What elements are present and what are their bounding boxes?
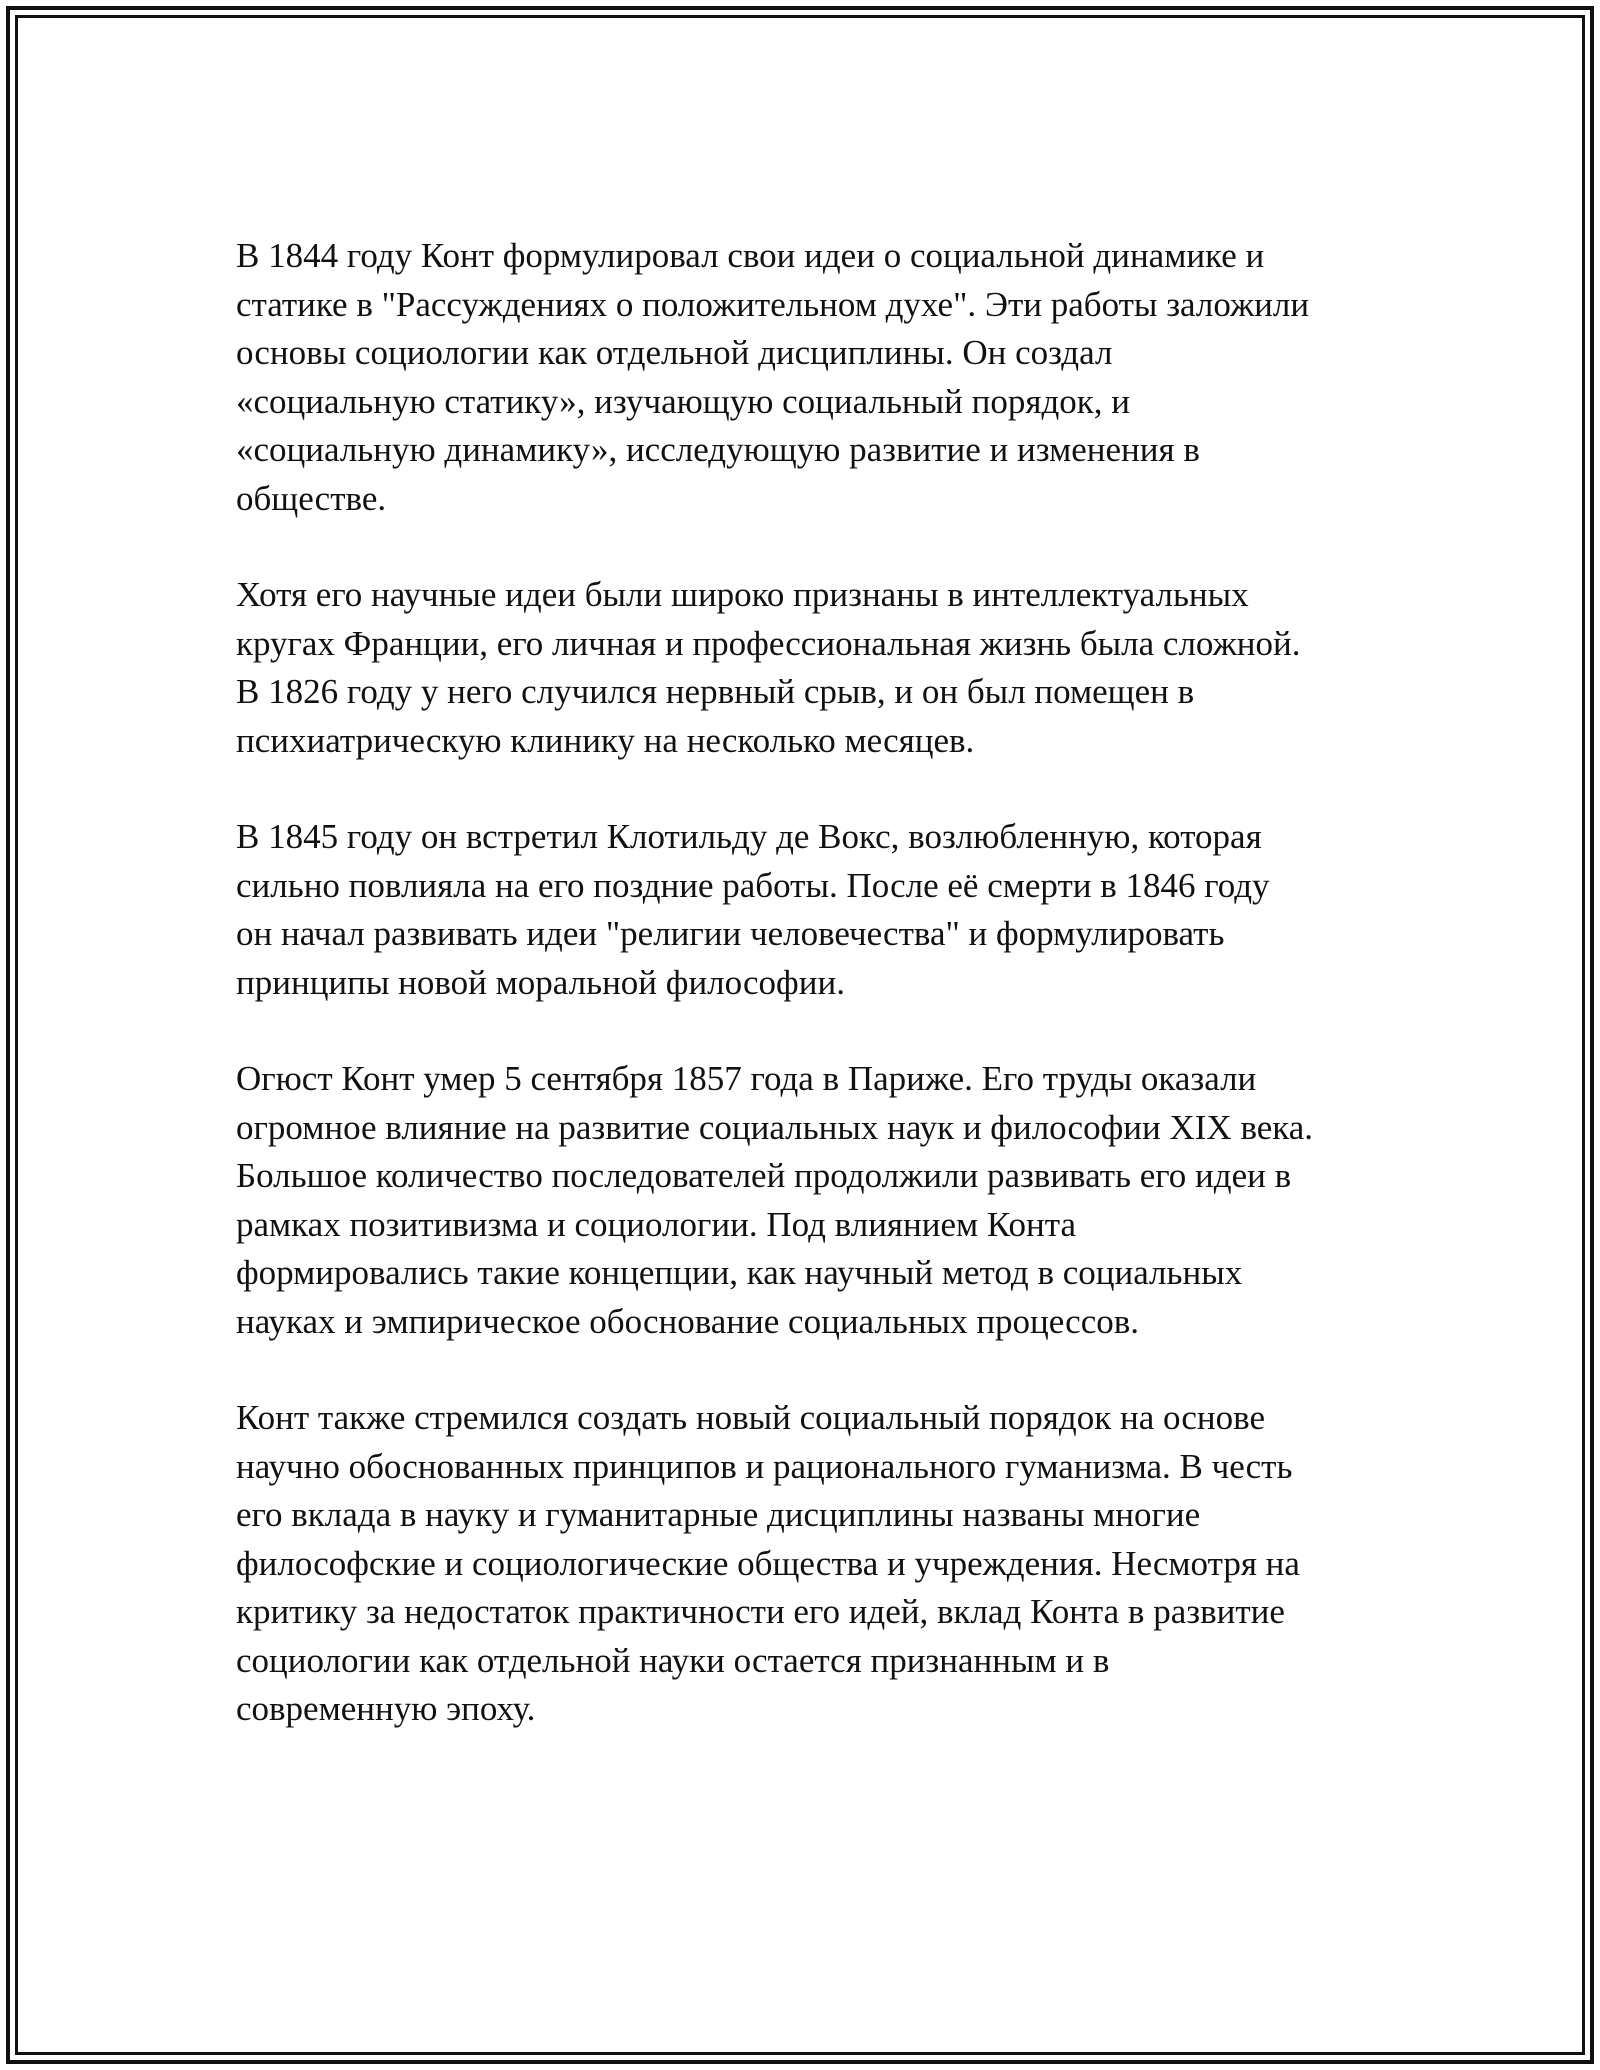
document-body bbox=[236, 232, 1376, 1782]
paragraph-5: Конт также стремился создать новый социальный порядок на основе научно обоснованных принципов и рационального гуманизма. В честь его вклада в науку и гуманитарные дисциплины названы многие философские и социологические общества и учреждения. Несмотря на критику за недостаток практичности его идей, вклад Конта в развитие социологии как отдельной науки остается признанным и в современную эпоху. bbox=[236, 1398, 1300, 1728]
paragraph-2: Хотя его научные идеи были широко признаны в интеллектуальных кругах Франции, его личная и профессиональная жизнь была сложной. В 1826 году у него случился нервный срыв, и он был помещен в психиатрическую клинику на несколько месяцев. bbox=[236, 575, 1301, 760]
paragraph-4: Огюст Конт умер 5 сентября 1857 года в Париже. Его труды оказали огромное влияние на развитие социальных наук и философии XIX века. Большое количество последователей продолжили развивать его идеи в рамках позитивизма и социологии. Под влиянием Конта формировались такие концепции, как научный метод в социальных науках и эмпирическое обоснование социальных процессов. bbox=[236, 1059, 1314, 1341]
paragraph-1: В 1844 году Конт формулировал свои идеи о социальной динамике и статике в "Рассуждениях о положительном духе". Эти работы заложили основы социологии как отдельной дисциплины. Он создал «социальную статику», изучающую социальный порядок, и «социальную динамику», исследующую развитие и изменения в обществе. bbox=[236, 236, 1310, 518]
paragraph-3: В 1845 году он встретил Клотильду де Вокс, возлюбленную, которая сильно повлияла на его поздние работы. После её смерти в 1846 году он начал развивать идеи "религии человечества" и формулировать принципы новой моральной философии. bbox=[236, 817, 1270, 1002]
